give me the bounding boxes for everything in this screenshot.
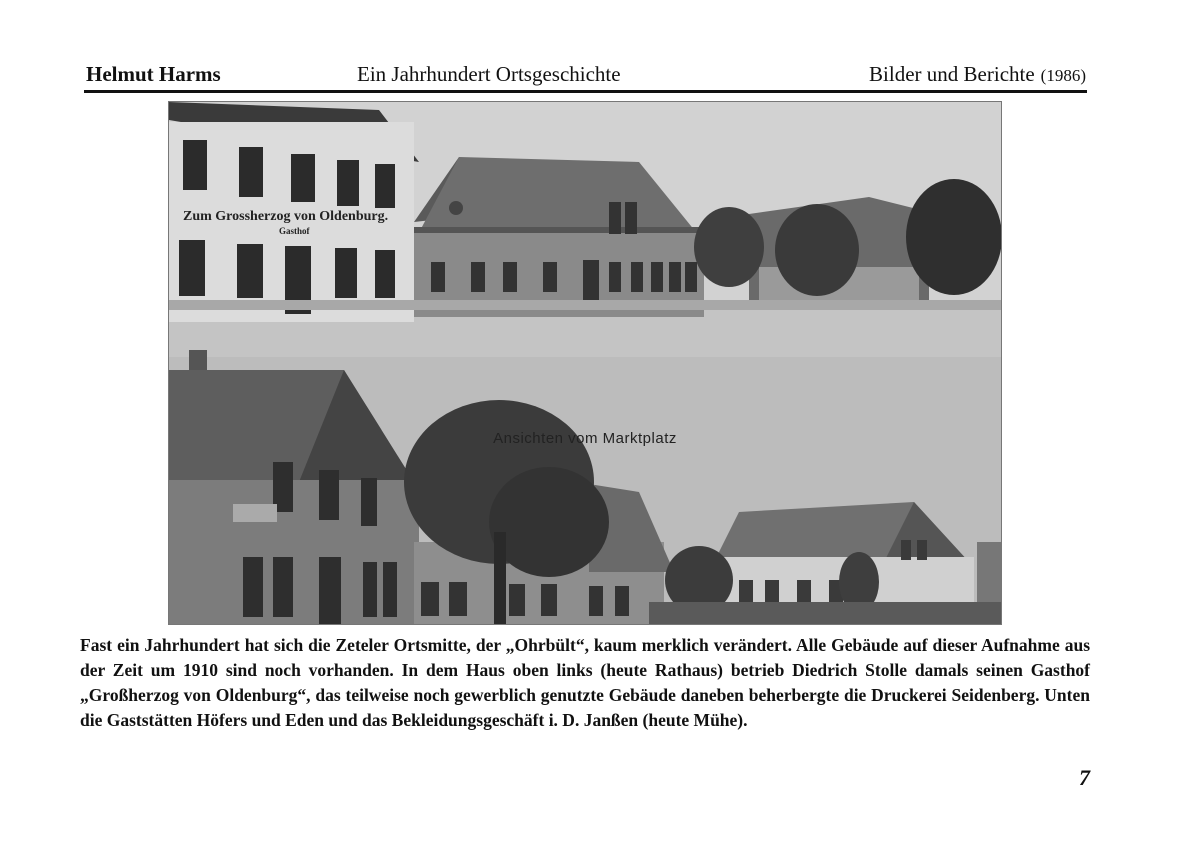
page-number: 7: [1079, 765, 1090, 790]
page-header: [84, 60, 1086, 90]
header-rule: [84, 90, 1087, 93]
header-title: Ein Jahrhundert Ortsgeschichte: [357, 62, 621, 86]
photo-illustration: [169, 102, 1001, 624]
historic-photo: [168, 101, 1002, 625]
header-year: (1986): [1040, 66, 1086, 85]
header-author: Helmut Harms: [86, 62, 221, 86]
gasthof-sign: Gasthof: [279, 226, 310, 236]
header-series: [869, 62, 1086, 87]
photo-caption: Ansichten vom Marktplatz: [493, 430, 677, 447]
header-series-title: Bilder und Berichte: [869, 62, 1035, 86]
inn-sign: Zum Grossherzog von Oldenburg.: [183, 209, 389, 224]
figure-caption: Fast ein Jahrhundert hat sich die Zeteler Ortsmitte, der „Ohrbült“, kaum merklich verändert. Alle Gebäude auf dieser Aufnahme aus der Zeit um 1910 sind noch vorhanden. In dem Haus oben links (heute Rathaus) betrieb Diedrich Stolle damals seinen Gasthof „Großherzog von Oldenburg“, das teilweise noch gewerblich genutzte Gebäude daneben beherbergte die Druckerei Seidenberg. Unten die Gaststätten Höfers und Eden und das Bekleidungsgeschäft i. D. Janßen (heute Mühe).: [80, 635, 1090, 730]
